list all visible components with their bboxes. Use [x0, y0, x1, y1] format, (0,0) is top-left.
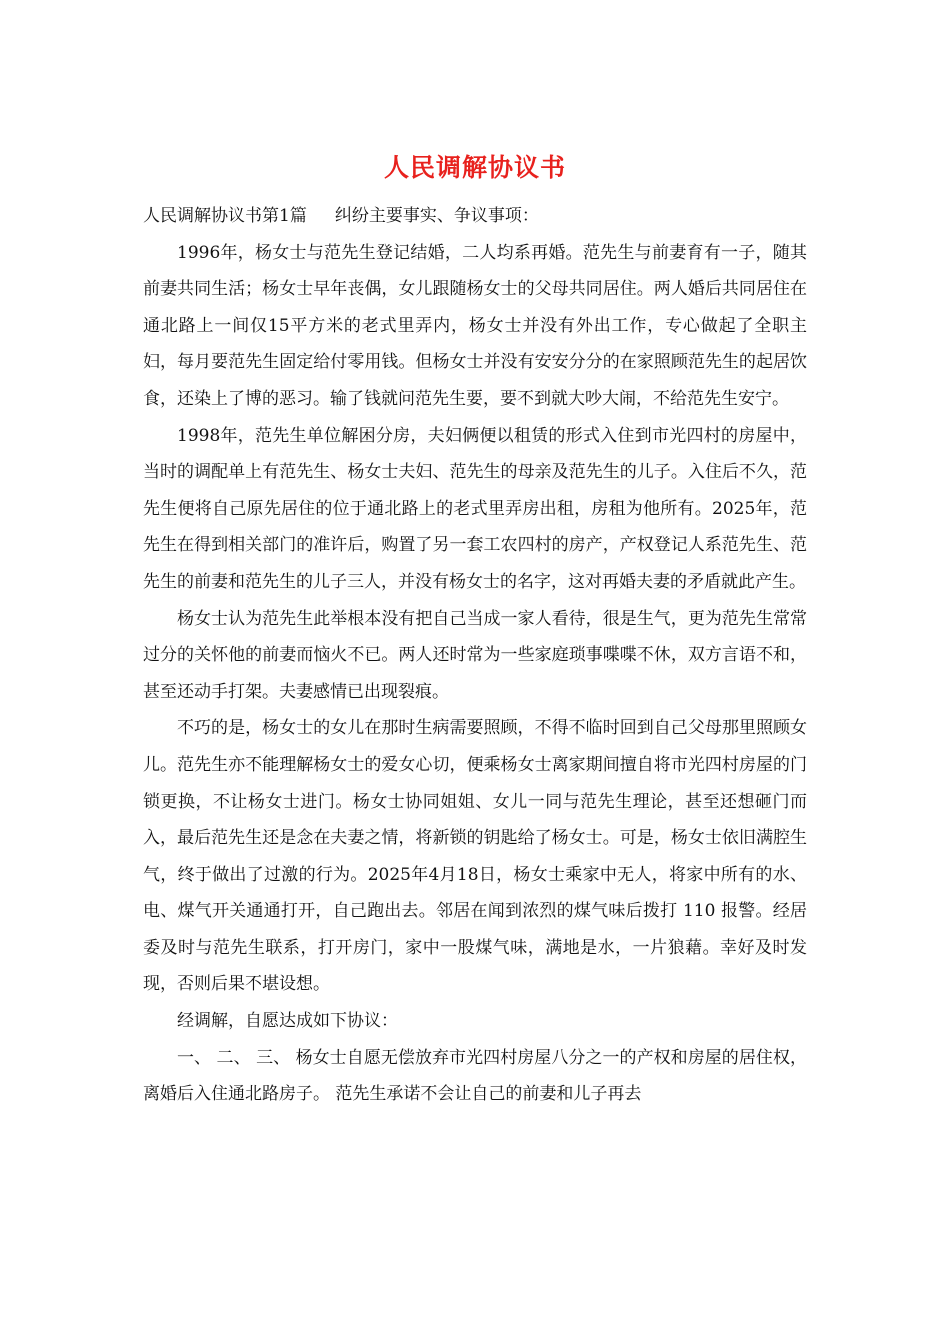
section-heading: 纠纷主要事实、争议事项：: [334, 206, 539, 226]
first-line: [143, 198, 807, 235]
document-title: 人民调解协议书: [383, 153, 566, 182]
paragraph-6: 一、 二、 三、 杨女士自愿无偿放弃市光四村房屋八分之一的产权和房屋的居住权，离婚后入住通北路房子。 范先生承诺不会让自己的前妻和儿子再去: [143, 1047, 807, 1105]
paragraph-4: 不巧的是，杨女士的女儿在那时生病需要照顾，不得不临时回到自己父母那里照顾女儿。范先生亦不能理解杨女士的爱女心切，便乘杨女士离家期间擅自将市光四村房屋的门锁更换，不让杨女士进门。杨女士协同姐姐、女儿一同与范先生理论，甚至还想砸门而入，最后范先生还是念在夫妻之情，将新锁的钥匙给了杨女士。可是，杨女士依旧满腔生气，终于做出了过激的行为。2025年4月18日，杨女士乘家中无人，将家中所有的水、电、煤气开关通通打开，自己跑出去。邻居在闻到浓烈的煤气味后拨打 110 报警。经居委及时与范先生联系，打开房门，家中一股煤气味，满地是水，一片狼藉。幸好及时发现，否则后果不堪设想。: [143, 718, 807, 995]
paragraph-5: 经调解，自愿达成如下协议：: [177, 1011, 398, 1032]
chapter-heading: 人民调解协议书第1篇: [143, 206, 307, 226]
paragraph-2: 1998年，范先生单位解困分房，夫妇俩便以租赁的形式入住到市光四村的房屋中，当时的调配单上有范先生、杨女士夫妇、范先生的母亲及范先生的儿子。入住后不久，范先生便将自己原先居住的位于通北路上的老式里弄房出租，房租为他所有。2025年，范先生在得到相关部门的准许后，购置了另一套工农四村的房产，产权登记人系范先生、范先生的前妻和范先生的儿子三人，并没有杨女士的名字，这对再婚夫妻的矛盾就此产生。: [143, 425, 807, 592]
paragraph-3: 杨女士认为范先生此举根本没有把自己当成一家人看待，很是生气，更为范先生常常过分的关怀他的前妻而恼火不已。两人还时常为一些家庭琐事喋喋不休，双方言语不和，甚至还动手打架。夫妻感情已出现裂痕。: [143, 608, 807, 702]
paragraph-1: 1996年，杨女士与范先生登记结婚，二人均系再婚。范先生与前妻育有一子，随其前妻共同生活；杨女士早年丧偶，女儿跟随杨女士的父母共同居住。两人婚后共同居住在通北路上一间仅15平方米的老式里弄内，杨女士并没有外出工作，专心做起了全职主妇，每月要范先生固定给付零用钱。但杨女士并没有安安分分的在家照顾范先生的起居饮食，还染上了博的恶习。输了钱就问范先生要，要不到就大吵大闹，不给范先生安宁。: [143, 242, 807, 409]
document-body: [143, 198, 807, 1113]
